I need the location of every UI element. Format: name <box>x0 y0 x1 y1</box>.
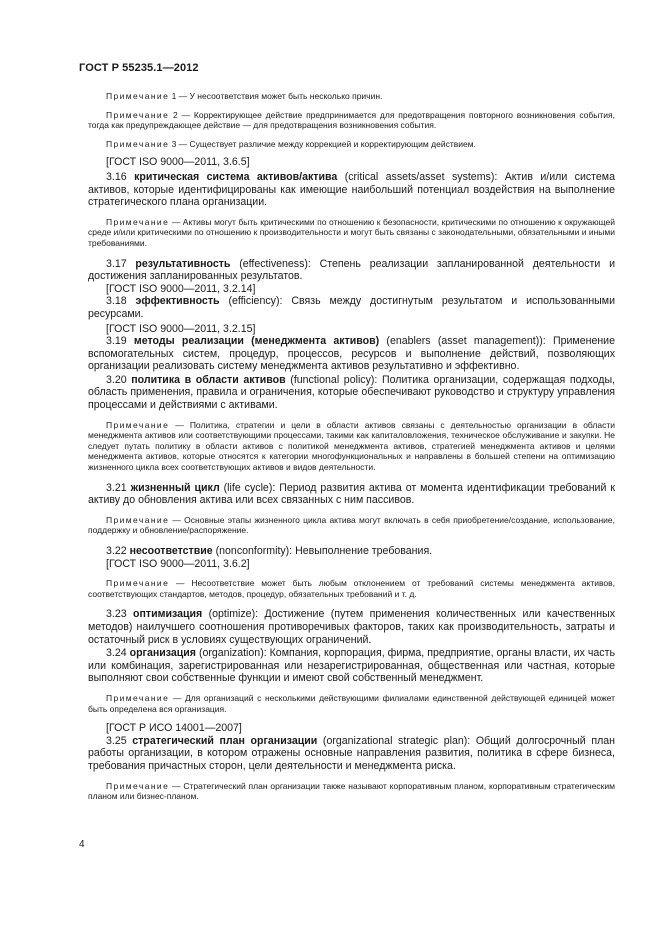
note-text: — Основные этапы жизненного цикла актива могут включать в себя приобретение/создание, использование, поддержку и обновление/распоряжение. <box>88 514 615 536</box>
term-definition <box>88 482 615 507</box>
note-paragraph <box>88 139 615 150</box>
term-definition <box>88 171 615 209</box>
note-paragraph <box>88 515 615 536</box>
term-name: методы реализации (менеджмента активов) <box>133 335 380 348</box>
note-label: Примечание <box>106 578 170 589</box>
term-definition-text: Невыполнение требования. <box>292 545 433 557</box>
term-name: критическая система активов/актива <box>134 170 338 183</box>
note-paragraph <box>88 693 615 714</box>
term-definition-text: Связь между достигнутым результатом и использованными ресурсами. <box>88 295 615 320</box>
term-definition-text: Применение вспомогательных систем, процедур, процессов, ресурсов и выполнение действий, позволяющих организации реализовать систему менеджмента активов результативно и эффективно. <box>88 335 615 373</box>
note-number: 3 <box>171 138 177 149</box>
term-definition-text: Период развития актива от момента идентификации требований к активу до обновления актива или всех связанных с ним пассивов. <box>88 481 615 507</box>
note-paragraph <box>88 110 615 131</box>
source-reference <box>88 283 615 296</box>
term-name: оптимизация <box>133 608 203 621</box>
term-definition <box>88 647 615 685</box>
term-name: организация <box>129 647 196 660</box>
term-english: (nonconformity): <box>212 545 293 557</box>
term-definition <box>88 545 615 558</box>
note-paragraph <box>88 578 615 599</box>
term-definition-text: Общий долгосрочный план работы организации, в котором отражены основные направления развития, политика в сфере бизнеса, требования причастных сторон, цели деятельности и менеджмента риска. <box>88 734 615 772</box>
note-label: Примечание <box>106 514 170 525</box>
note-text: — Активы могут быть критическими по отношению к безопасности, критическими по отношению к окружающей среде и/или критическими по отношению к производительности и могут быть связаны с законодательными, обязательными и иными требованиями. <box>88 216 615 248</box>
note-label: Примечание <box>106 216 170 227</box>
note-paragraph <box>88 217 615 249</box>
term-number: 3.19 <box>106 335 127 348</box>
note-paragraph <box>88 91 615 102</box>
term-english: (organizational strategic plan): <box>317 734 471 747</box>
term-definition <box>88 258 615 283</box>
term-number: 3.25 <box>106 734 127 747</box>
term-number: 3.24 <box>106 647 127 660</box>
term-definition <box>88 608 615 646</box>
term-definition-text: Компания, корпорация, фирма, предприятие, органы власти, их часть или комбинация, зарегистрированная или незарегистрированная, общественная или частная, которые выполняют свои собственные функции и имеют свой собственный менеджмент. <box>88 647 615 685</box>
term-number: 3.23 <box>106 608 127 621</box>
document-body <box>88 91 615 802</box>
term-definition-text: Достижение (путем применения количественных или качественных методов) наилучшего соотношения противоречивых факторов, таких как производительность, затраты и остаточный риск в условиях существующих ограничений. <box>88 608 615 646</box>
term-english: (efficiency): <box>219 295 283 308</box>
term-name: стратегический план организации <box>132 734 318 747</box>
reference-text: [ГОСТ ISO 9000—2011, 3.2.15] <box>106 322 256 335</box>
reference-text: [ГОСТ Р ИСО 14001—2007] <box>106 722 242 735</box>
reference-text: [ГОСТ ISO 9000—2011, 3.6.5] <box>106 156 250 169</box>
source-reference <box>88 722 615 735</box>
term-definition <box>88 295 615 320</box>
source-reference <box>88 156 615 169</box>
note-label: Примечание <box>106 138 170 149</box>
term-number: 3.21 <box>106 481 127 494</box>
term-number: 3.18 <box>106 295 127 308</box>
page-number: 4 <box>79 839 85 850</box>
note-label: Примечание <box>106 780 170 791</box>
term-name: жизненный цикл <box>130 481 220 494</box>
term-english: (life cycle): <box>219 481 276 494</box>
term-number: 3.20 <box>106 373 127 386</box>
term-definition <box>88 374 615 412</box>
source-reference <box>88 323 615 336</box>
source-reference <box>88 558 615 571</box>
term-english: (critical assets/asset systems): <box>337 170 498 183</box>
note-text: — Корректирующее действие предпринимается для предотвращения повторного возникновения события, тогда как предупреждающее действие — для предотвращения возникновения события. <box>88 109 615 131</box>
term-definition <box>88 735 615 773</box>
note-text: — Для организаций с несколькими действующими филиалами единственной действующей единицей может быть определена вся организация. <box>88 692 615 714</box>
term-name: результативность <box>135 257 231 270</box>
term-english: (enablers (asset management)): <box>379 335 546 348</box>
term-number: 3.17 <box>106 257 127 270</box>
note-paragraph <box>88 781 615 802</box>
term-definition-text: Актив и/или система активов, которые идентифицированы как имеющие наибольший потенциал воздействия на выполнение стратегического плана организации. <box>88 170 615 209</box>
note-number: 1 <box>171 91 177 101</box>
note-text: — Стратегический план организации также называют корпоративным планом, корпоративным стратегическим планом или бизнес-планом. <box>88 780 615 802</box>
term-name: несоответствие <box>129 545 213 557</box>
note-number: 2 <box>173 109 178 120</box>
note-label: Примечание <box>106 419 170 430</box>
term-name: эффективность <box>135 295 220 308</box>
term-number: 3.16 <box>106 170 127 183</box>
term-english: (functional policy): <box>285 373 378 386</box>
note-paragraph <box>88 420 615 473</box>
note-label: Примечание <box>106 692 170 703</box>
term-definition-text: Степень реализации запланированной деятельности и достижения запланированных результатов. <box>88 257 615 283</box>
term-definition <box>88 335 615 373</box>
reference-text: [ГОСТ ISO 9000—2011, 3.2.14] <box>106 282 256 295</box>
term-english: (optimize): <box>202 608 259 621</box>
note-text: — Политика, стратегии и цели в области активов связаны с деятельностью организации в области менеджмента активов или соответствующими процессами, такими как капиталовложения, техническое обслуживание и закупки. Не следует путать политику в области активов с политикой менеджмента активов, стратегией менеджмента активов и целями менеджмента активов, которые относятся к категории многофункциональных и направлены в большей степени на оптимизацию жизненного цикла всех соответствующих активов и видов деятельности. <box>88 419 615 473</box>
note-label: Примечание <box>106 91 170 101</box>
note-text: — Несоответствие может быть любым отклонением от требований системы менеджмента активов, соответствующих стандартов, методов, процедур, обязательных требований и т. д. <box>88 578 615 599</box>
reference-text: [ГОСТ ISO 9000—2011, 3.6.2] <box>106 557 250 570</box>
term-number: 3.22 <box>106 545 127 557</box>
term-definition-text: Политика организации, содержащая подходы, область применения, правила и ограничения, которые обеспечивают руководство и структуру управления процессами и действиями с активами. <box>88 373 616 412</box>
term-name: политика в области активов <box>131 373 286 386</box>
term-english: (organization): <box>195 647 267 660</box>
note-text: — Существует различие между коррекцией и корректирующим действием. <box>176 138 476 149</box>
document-header: ГОСТ Р 55235.1—2012 <box>79 62 199 74</box>
note-text: — У несоответствия может быть несколько причин. <box>176 91 383 101</box>
note-label: Примечание <box>106 109 170 120</box>
term-english: (effectiveness): <box>230 257 311 270</box>
